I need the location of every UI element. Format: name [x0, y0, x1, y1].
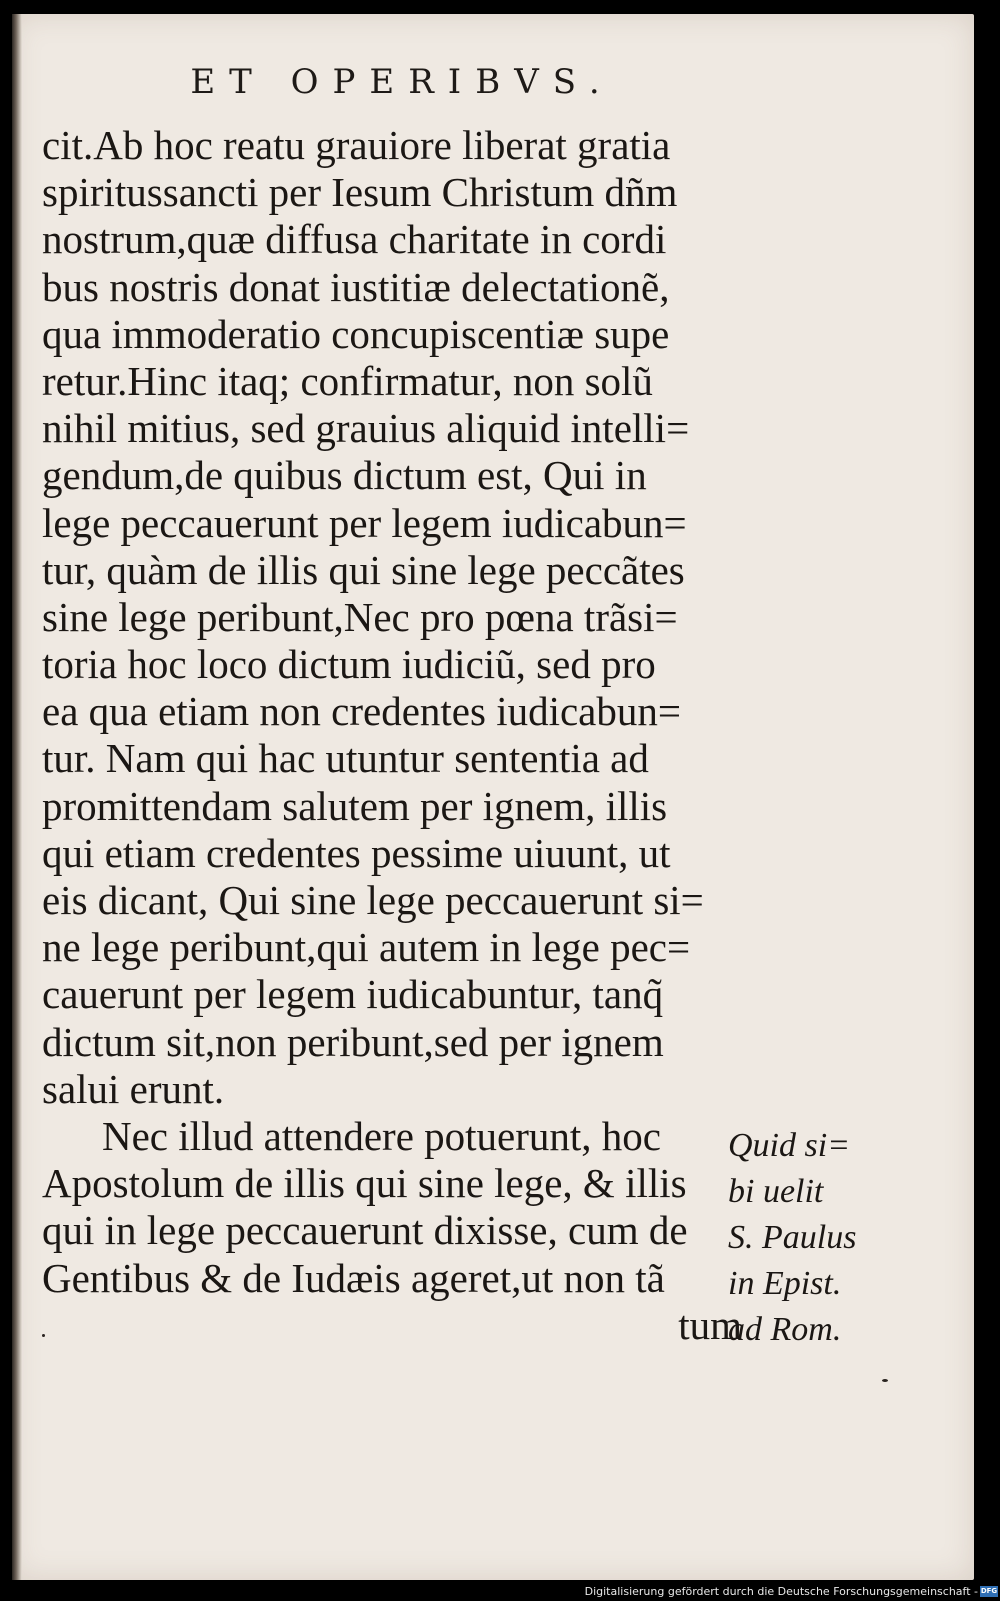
- text-line: tur, quàm de illis qui sine lege peccãtes: [42, 546, 685, 593]
- dfg-logo: DFG: [980, 1587, 998, 1595]
- text-line: gendum,de quibus dictum est, Qui in: [42, 452, 647, 499]
- catchword: tum: [678, 1301, 742, 1348]
- text-line: promittendam salutem per ignem, illis: [42, 782, 668, 829]
- text-line: nostrum,quæ diffusa charitate in cordi: [42, 216, 667, 263]
- text-line: Apostolum de illis qui sine lege, & illis: [42, 1160, 687, 1207]
- text-line: cit.Ab hoc reatu grauiore liberat gratia: [42, 122, 671, 168]
- marginal-note-line: ad Rom.: [728, 1311, 842, 1348]
- text-line: Gentibus & de Iudæis ageret,ut non tã: [42, 1254, 665, 1301]
- text-line: ne lege peribunt,qui autem in lege pec=: [42, 924, 691, 971]
- page-body-text: [42, 122, 742, 1349]
- text-line: qui etiam credentes pessime uiuunt, ut: [42, 829, 671, 876]
- marginal-note-line: Quid si=: [728, 1127, 851, 1164]
- digitization-credit: Digitalisierung gefördert durch die Deutsche Forschungsgemeinschaft -: [584, 1585, 978, 1598]
- book-page: [12, 14, 974, 1580]
- text-line: lege peccauerunt per legem iudicabun=: [42, 499, 687, 546]
- text-line: dictum sit,non peribunt,sed per ignem: [42, 1018, 664, 1065]
- text-line: cauerunt per legem iudicabuntur, tanq̃: [42, 971, 664, 1018]
- marginal-note: [728, 1123, 878, 1353]
- marginal-note-line: in Epist.: [728, 1265, 842, 1302]
- text-line: retur.Hinc itaq; confirmatur, non solũ: [42, 357, 653, 404]
- running-head: ET OPERIBVS.: [190, 62, 614, 102]
- footer-bar: [0, 1581, 1000, 1601]
- text-line: sine lege peribunt,Nec pro pœna trãsi=: [42, 593, 678, 640]
- text-line: spiritussancti per Iesum Christum dñm: [42, 169, 678, 216]
- text-line: qui in lege peccauerunt dixisse, cum de: [42, 1207, 688, 1254]
- text-line: qua immoderatio concupiscentiæ supe: [42, 310, 670, 357]
- text-line: eis dicant, Qui sine lege peccauerunt si=: [42, 877, 704, 923]
- text-line: tur. Nam qui hac utuntur sententia ad: [42, 735, 649, 782]
- paragraph-start-line: Nec illud attendere potuerunt, hoc: [102, 1112, 661, 1159]
- text-line: ea qua etiam non credentes iudicabun=: [42, 688, 682, 735]
- marginal-note-line: bi uelit: [728, 1173, 824, 1210]
- text-line: nihil mitius, sed grauius aliquid intelli=: [42, 405, 690, 452]
- marginal-note-line: S. Paulus: [728, 1219, 857, 1256]
- text-line: toria hoc loco dictum iudiciũ, sed pro: [42, 641, 656, 688]
- ink-speck: [882, 1379, 888, 1382]
- page-binding-edge: [12, 14, 22, 1580]
- text-line: salui erunt.: [42, 1065, 225, 1112]
- ink-speck: [42, 1334, 45, 1337]
- text-line: bus nostris donat iustitiæ delectationẽ,: [42, 263, 670, 310]
